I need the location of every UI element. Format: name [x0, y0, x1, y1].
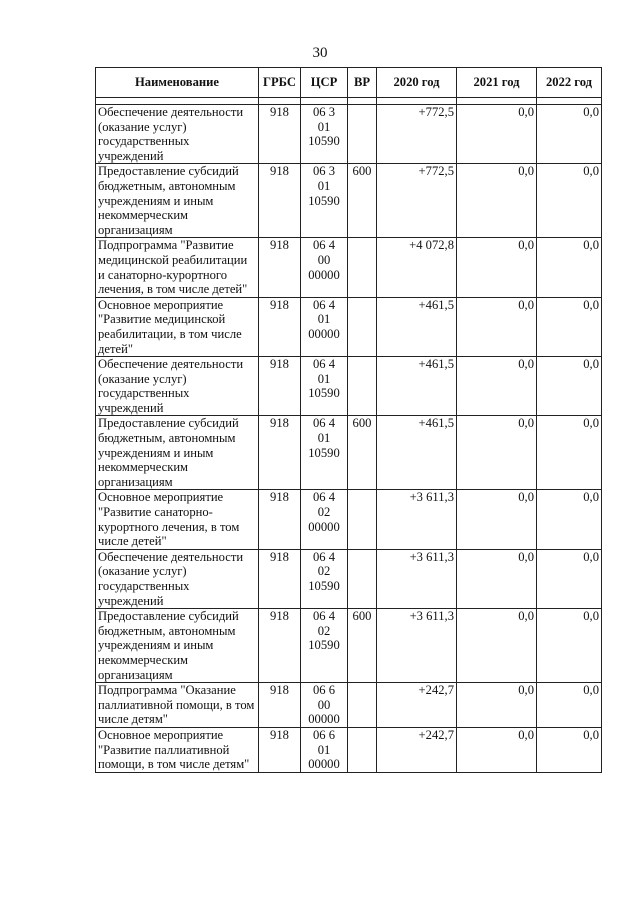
row-2020-cell: +772,5 [377, 105, 457, 164]
row-2020-cell: +461,5 [377, 416, 457, 490]
row-2020-cell: +461,5 [377, 297, 457, 356]
row-name-cell: Обеспечение деятельности (оказание услуг) государственных учреждений [96, 549, 259, 608]
row-grbs-cell: 918 [259, 416, 301, 490]
row-2022-cell: 0,0 [537, 683, 602, 728]
row-grbs-cell: 918 [259, 105, 301, 164]
row-2022-cell: 0,0 [537, 105, 602, 164]
row-2020-cell: +3 611,3 [377, 549, 457, 608]
header-vr: ВР [348, 68, 377, 98]
row-2020-cell: +3 611,3 [377, 490, 457, 549]
row-2021-cell: 0,0 [457, 416, 537, 490]
row-vr-cell [348, 727, 377, 772]
header-grbs: ГРБС [259, 68, 301, 98]
row-name-cell: Основное мероприятие "Развитие санаторно-курортного лечения, в том числе детей" [96, 490, 259, 549]
header-2022: 2022 год [537, 68, 602, 98]
row-2020-cell: +461,5 [377, 357, 457, 416]
row-2022-cell: 0,0 [537, 416, 602, 490]
row-vr-cell: 600 [348, 164, 377, 238]
header-csr: ЦСР [301, 68, 348, 98]
row-2021-cell: 0,0 [457, 549, 537, 608]
row-2021-cell: 0,0 [457, 490, 537, 549]
table-row [96, 683, 602, 728]
header-2020: 2020 год [377, 68, 457, 98]
table-row [96, 549, 602, 608]
table-row [96, 297, 602, 356]
row-vr-cell [348, 490, 377, 549]
row-2021-cell: 0,0 [457, 357, 537, 416]
row-name-cell: Подпрограмма "Развитие медицинской реабилитации и санаторно-курортного лечения, в том числе детей" [96, 238, 259, 297]
row-2022-cell: 0,0 [537, 297, 602, 356]
row-name-cell: Основное мероприятие "Развитие медицинской реабилитации, в том числе детей" [96, 297, 259, 356]
row-2021-cell: 0,0 [457, 683, 537, 728]
row-csr-cell: 06 4 00 00000 [301, 238, 348, 297]
table-row [96, 357, 602, 416]
row-name-cell: Основное мероприятие "Развитие паллиативной помощи, в том числе детям" [96, 727, 259, 772]
row-csr-cell: 06 4 02 10590 [301, 609, 348, 683]
row-2022-cell: 0,0 [537, 357, 602, 416]
table-row [96, 727, 602, 772]
row-vr-cell [348, 549, 377, 608]
row-vr-cell [348, 105, 377, 164]
row-2021-cell: 0,0 [457, 297, 537, 356]
row-grbs-cell: 918 [259, 164, 301, 238]
row-grbs-cell: 918 [259, 357, 301, 416]
row-csr-cell: 06 6 00 00000 [301, 683, 348, 728]
row-name-cell: Предоставление субсидий бюджетным, автономным учреждениям и иным некоммерческим организациям [96, 164, 259, 238]
row-2020-cell: +4 072,8 [377, 238, 457, 297]
table-row [96, 609, 602, 683]
row-csr-cell: 06 4 02 10590 [301, 549, 348, 608]
row-vr-cell [348, 238, 377, 297]
table-body [96, 98, 602, 773]
row-2021-cell: 0,0 [457, 164, 537, 238]
row-2021-cell: 0,0 [457, 105, 537, 164]
row-2021-cell: 0,0 [457, 238, 537, 297]
row-csr-cell: 06 4 01 10590 [301, 357, 348, 416]
row-grbs-cell: 918 [259, 238, 301, 297]
table-row [96, 164, 602, 238]
header-2021: 2021 год [457, 68, 537, 98]
row-grbs-cell: 918 [259, 490, 301, 549]
row-vr-cell: 600 [348, 609, 377, 683]
row-name-cell: Обеспечение деятельности (оказание услуг) государственных учреждений [96, 357, 259, 416]
row-name-cell: Предоставление субсидий бюджетным, автономным учреждениям и иным некоммерческим организациям [96, 609, 259, 683]
row-2020-cell: +3 611,3 [377, 609, 457, 683]
row-2021-cell: 0,0 [457, 727, 537, 772]
row-vr-cell [348, 357, 377, 416]
table-row [96, 238, 602, 297]
table-row [96, 490, 602, 549]
row-grbs-cell: 918 [259, 549, 301, 608]
row-2021-cell: 0,0 [457, 609, 537, 683]
row-csr-cell: 06 6 01 00000 [301, 727, 348, 772]
row-name-cell: Подпрограмма "Оказание паллиативной помощи, в том числе детям" [96, 683, 259, 728]
row-csr-cell: 06 4 01 10590 [301, 416, 348, 490]
row-2020-cell: +242,7 [377, 683, 457, 728]
row-2022-cell: 0,0 [537, 727, 602, 772]
row-csr-cell: 06 4 02 00000 [301, 490, 348, 549]
header-name: Наименование [96, 68, 259, 98]
row-vr-cell: 600 [348, 416, 377, 490]
page-number: 30 [312, 45, 328, 61]
row-csr-cell: 06 3 01 10590 [301, 164, 348, 238]
row-csr-cell: 06 4 01 00000 [301, 297, 348, 356]
spacer-row [96, 98, 602, 105]
row-grbs-cell: 918 [259, 727, 301, 772]
table-row [96, 105, 602, 164]
row-grbs-cell: 918 [259, 297, 301, 356]
budget-table [95, 67, 602, 773]
row-name-cell: Обеспечение деятельности (оказание услуг) государственных учреждений [96, 105, 259, 164]
table-header-row [96, 68, 602, 98]
row-vr-cell [348, 297, 377, 356]
row-2022-cell: 0,0 [537, 164, 602, 238]
row-2022-cell: 0,0 [537, 490, 602, 549]
row-2022-cell: 0,0 [537, 238, 602, 297]
row-grbs-cell: 918 [259, 683, 301, 728]
row-2020-cell: +242,7 [377, 727, 457, 772]
row-grbs-cell: 918 [259, 609, 301, 683]
row-name-cell: Предоставление субсидий бюджетным, автономным учреждениям и иным некоммерческим организациям [96, 416, 259, 490]
table-row [96, 416, 602, 490]
row-2020-cell: +772,5 [377, 164, 457, 238]
row-vr-cell [348, 683, 377, 728]
row-2022-cell: 0,0 [537, 549, 602, 608]
row-csr-cell: 06 3 01 10590 [301, 105, 348, 164]
row-2022-cell: 0,0 [537, 609, 602, 683]
